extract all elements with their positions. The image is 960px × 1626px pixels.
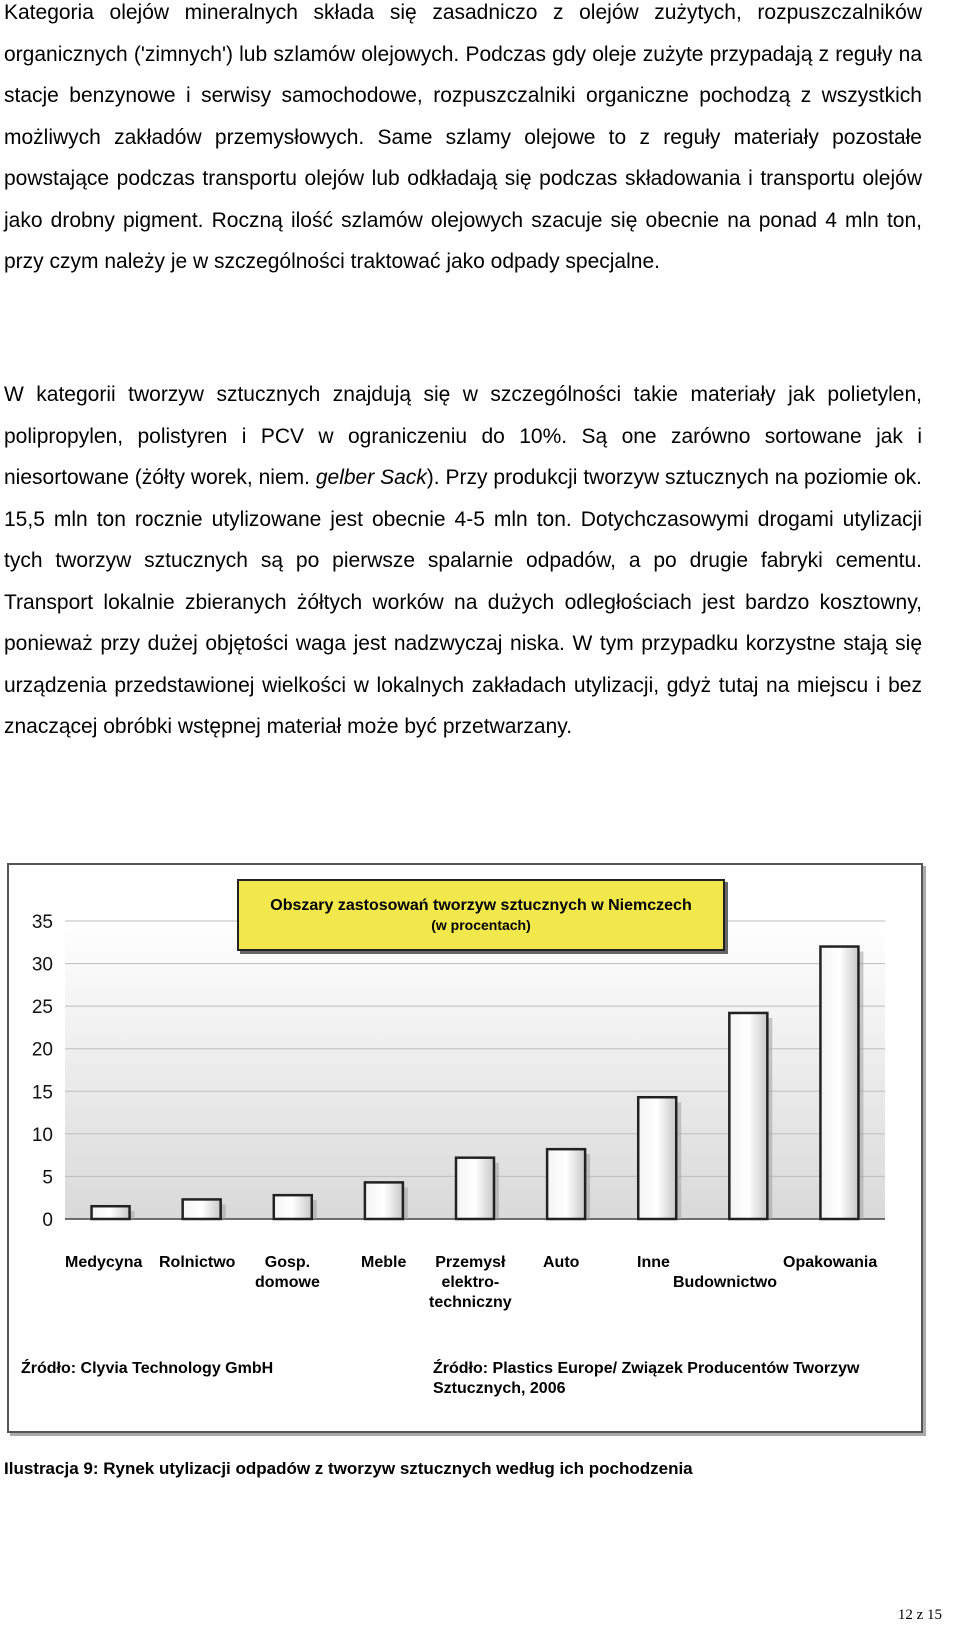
chart-subtitle: (w procentach) (431, 917, 531, 933)
category-label-gosp-domowe: Gosp. domowe (255, 1254, 320, 1291)
category-label-auto: Auto (543, 1254, 580, 1271)
bar (638, 1097, 676, 1219)
paragraph-text: Kategoria olejów mineralnych składa się zasadniczo z olejów zużytych, rozpuszczalników organicznych ('zimnych') lub szlamów olejowych. Podczas gdy oleje zużyte przypadają z reguły na stacje benzynowe i serwisy samochodowe, rozpuszczalniki organiczne pochodzą z wszystkich możliwych zakładów przemysłowych. Same szlamy olejowe to z reguły materiały pozostałe powstające podczas transportu olejów lub odkładają się podczas składowania i transportu olejów jako drobny pigment. Roczną ilość szlamów olejowych szacuje się obecnie na ponad 4 mln ton, przy czym należy je w szczególności traktować jako odpady specjalne. (4, 1, 922, 273)
page-number: 12 z 15 (897, 1607, 942, 1623)
chart-title-box (237, 879, 725, 951)
bar (183, 1199, 221, 1219)
italic-text: gelber Sack (315, 466, 427, 489)
paragraph-plastics-category (4, 374, 922, 748)
paragraph-text: W kategorii tworzyw sztucznych znajdują się w szczególności takie materiały jak polietylen, polipropylen, polistyren i PCV w ograniczeniu do 10%. Są one zarówno sortowane jak i niesortowane (żółty worek, niem. (4, 383, 922, 489)
y-tick-label: 10 (31, 1124, 53, 1146)
y-tick-label: 35 (31, 912, 53, 933)
figure-caption: Ilustracja 9: Rynek utylizacji odpadów z tworzyw sztucznych według ich pochodzenia (4, 1459, 693, 1478)
category-label-rolnictwo: Rolnictwo (159, 1254, 236, 1271)
source-right: Źródło: Plastics Europe/ Związek Producentów Tworzyw Sztucznych, 2006 (433, 1360, 860, 1397)
category-label-budownictwo: Budownictwo (673, 1274, 777, 1291)
y-tick-label: 5 (42, 1167, 53, 1189)
bar (456, 1158, 494, 1219)
y-tick-label: 15 (31, 1082, 53, 1104)
bar (365, 1182, 403, 1219)
source-left: Źródło: Clyvia Technology GmbH (21, 1360, 274, 1377)
bar (820, 947, 858, 1219)
chart-title: Obszary zastosowań tworzyw sztucznych w Niemczech (270, 897, 692, 914)
bar (92, 1206, 130, 1219)
category-label-medycyna: Medycyna (65, 1254, 143, 1271)
category-label-opakowania: Opakowania (783, 1254, 878, 1271)
bar (547, 1149, 585, 1219)
y-tick-label: 20 (31, 1039, 53, 1061)
bar (274, 1195, 312, 1219)
category-label-przemysl: Przemysł elektro- techniczny (429, 1254, 512, 1311)
paragraph-oil-category (4, 0, 922, 283)
y-tick-label: 0 (42, 1210, 53, 1231)
category-label-inne: Inne (637, 1254, 670, 1271)
chart-figure (7, 863, 923, 1433)
y-tick-label: 30 (31, 954, 53, 976)
bar (729, 1013, 767, 1219)
category-label-meble: Meble (361, 1254, 407, 1271)
paragraph-text: ). Przy produkcji tworzyw sztucznych na poziomie ok. 15,5 mln ton rocznie utylizowane jest obecnie 4-5 mln ton. Dotychczasowymi drogami utylizacji tych tworzyw sztucznych są po pierwsze spalarnie odpadów, a po drugie fabryki cementu. Transport lokalnie zbieranych żółtych worków na dużych odległościach jest bardzo kosztowny, ponieważ przy dużej objętości waga jest nadzwyczaj niska. W tym przypadku korzystne stają się urządzenia przedstawionej wielkości w lokalnych zakładach utylizacji, gdyż tutaj na miejscu i bez znaczącej obróbki wstępnej materiał może być przetwarzany. (4, 466, 922, 738)
y-tick-label: 25 (31, 997, 53, 1019)
